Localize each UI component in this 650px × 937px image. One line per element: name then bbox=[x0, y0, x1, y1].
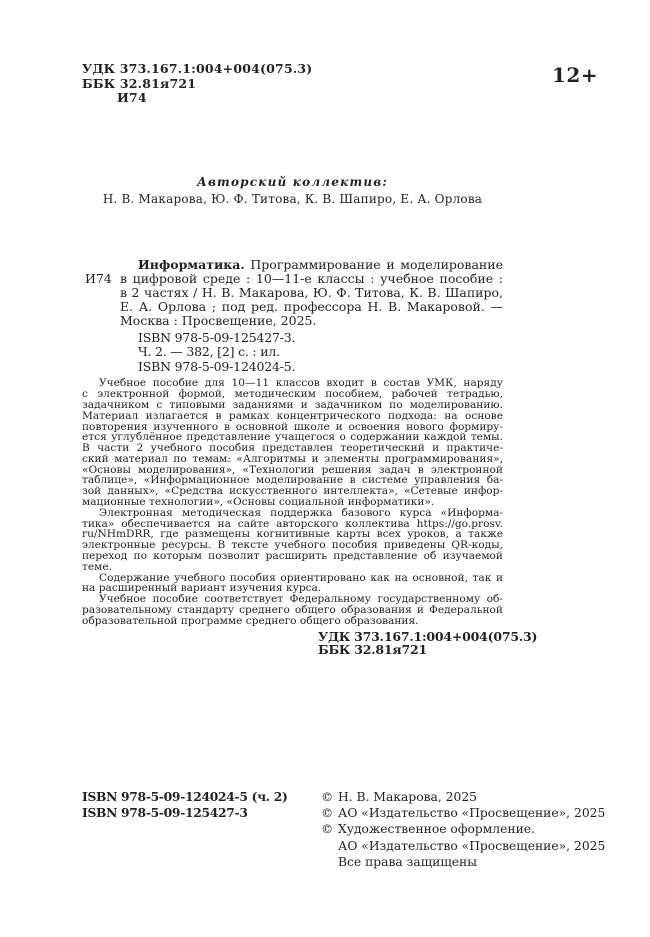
copyright-line bbox=[321, 805, 605, 821]
biblio-lines bbox=[120, 272, 503, 328]
annotation-paragraph-4 bbox=[82, 594, 503, 626]
main-text-column bbox=[82, 257, 538, 658]
text-line: ISBN 978-5-09-125427-3. bbox=[138, 329, 296, 345]
text-line: Учебное пособие соответствует Федеральному государственному об- bbox=[99, 593, 503, 606]
copyright-indent bbox=[321, 854, 338, 870]
copyright-line bbox=[321, 838, 605, 854]
text-line: Москва : Просвещение, 2025. bbox=[120, 312, 317, 328]
copyright-icon: © bbox=[321, 822, 334, 837]
copyright-text: Художественное оформление. bbox=[338, 822, 535, 837]
text-line: И74 bbox=[117, 90, 147, 106]
authors-names: Н. В. Макарова, Ю. Ф. Титова, К. В. Шапиро, Е. А. Орлова bbox=[102, 192, 483, 206]
annotation-paragraph-1 bbox=[82, 378, 503, 508]
copyright-icon: © bbox=[321, 790, 334, 804]
text-line: с электронной формой, методическим пособием, рабочей тетрадью, bbox=[82, 388, 503, 401]
text-line: повторения изученного в основной школе и освоения нового формиру- bbox=[82, 420, 503, 433]
text-line: разовательному стандарту среднего общего образования и Федеральной bbox=[82, 604, 503, 617]
copyright-text: АО «Издательство «Просвещение», 2025 bbox=[338, 838, 606, 853]
text-line: В части 2 учебного пособия представлен теоретический и практиче- bbox=[82, 442, 503, 455]
biblio-subtitle: Программирование и моделирование bbox=[250, 257, 503, 272]
bbk-classification: ББК 32.81я721 bbox=[318, 642, 427, 658]
text-line: Учебное пособие для 10—11 классов входит в состав УМК, наряду bbox=[99, 377, 503, 390]
copyright-text: Н. В. Макарова, 2025 bbox=[338, 790, 477, 804]
copyright-block bbox=[321, 789, 605, 870]
age-rating-badge: 12+ bbox=[552, 63, 599, 87]
copyright-icon: © bbox=[321, 806, 334, 821]
footer-isbn-block bbox=[82, 789, 288, 821]
text-line: ISBN 978-5-09-124024-5 (ч. 2) bbox=[82, 789, 288, 804]
text-line: Ч. 2. — 382, [2] с. : ил. bbox=[138, 344, 280, 360]
text-line: зой данных», «Средства искусственного интеллекта», «Сетевые инфор- bbox=[82, 485, 503, 498]
text-line: образовательной программе среднего общего образования. bbox=[82, 614, 419, 627]
text-line: тика» обеспечивается на сайте авторского коллектива https://go.prosv. bbox=[82, 517, 503, 530]
text-line: в цифровой среде : 10—11-е классы : учебное пособие : bbox=[120, 270, 503, 286]
classification-block bbox=[318, 628, 538, 658]
copyright-line bbox=[321, 789, 605, 805]
text-line: переход по которым позволит расширить представление об изучаемой bbox=[82, 550, 503, 563]
authors-heading: Авторский коллектив: bbox=[197, 175, 388, 189]
text-line: таблице», «Информационное моделирование в системе управления ба- bbox=[82, 474, 503, 487]
text-line: ru/NHmDRR, где размещены когнитивные карты всех уроков, а также bbox=[82, 528, 503, 541]
annotation-paragraph-3 bbox=[82, 573, 503, 595]
text-line: электронные ресурсы. В тексте учебного пособия приведены QR-коды, bbox=[82, 539, 503, 552]
copyright-indent bbox=[321, 838, 338, 854]
text-line: УДК 373.167.1:004+004(075.3) bbox=[82, 61, 313, 76]
biblio-first-line bbox=[120, 258, 503, 272]
text-line: Е. А. Орлова ; под ред. профессора Н. В. Макаровой. — bbox=[120, 298, 503, 314]
text-line: ется углублённое представление учащегося о содержании каждой темы. bbox=[82, 431, 503, 444]
catalog-index: И74 bbox=[85, 270, 112, 286]
text-line: в 2 частях / Н. В. Макарова, Ю. Ф. Титова, К. В. Шапиро, bbox=[120, 284, 503, 300]
text-line: теме. bbox=[82, 560, 113, 573]
text-line: мационные технологии», «Основы социальной информатики». bbox=[82, 496, 435, 509]
copyright-line bbox=[321, 854, 605, 870]
text-line: Электронная методическая поддержка базового курса «Информа- bbox=[99, 506, 503, 519]
text-line: «Основы моделирования», «Технологии решения задач в электронной bbox=[82, 463, 503, 476]
text-line: ский материал по темам: «Алгоритмы и элементы программирования», bbox=[82, 452, 503, 465]
bibliographic-entry bbox=[85, 257, 503, 328]
authors-block bbox=[82, 174, 503, 208]
annotation-paragraph-2 bbox=[82, 508, 503, 573]
copyright-text: Все права защищены bbox=[338, 854, 478, 869]
book-title: Информатика. bbox=[138, 257, 245, 272]
text-line: ISBN 978-5-09-125427-3 bbox=[82, 805, 248, 821]
text-line: Материал излагается в рамках концентрического подхода: на основе bbox=[82, 409, 503, 422]
udk-bbk-catalog-block bbox=[82, 62, 312, 106]
udk-classification: УДК 373.167.1:004+004(075.3) bbox=[318, 628, 538, 644]
text-line: на расширенный вариант изучения курса. bbox=[82, 582, 322, 595]
copyright-text: АО «Издательство «Просвещение», 2025 bbox=[338, 806, 606, 821]
text-line: ISBN 978-5-09-124024-5. bbox=[138, 358, 296, 374]
text-line: Содержание учебного пособия ориентировано как на основной, так и bbox=[99, 571, 503, 584]
annotation bbox=[82, 378, 503, 626]
isbn-block bbox=[138, 331, 503, 375]
copyright-line bbox=[321, 821, 605, 837]
text-line: ББК 32.81я721 bbox=[82, 75, 197, 91]
text-line: задачником с типовыми заданиями и задачником по моделированию. bbox=[82, 398, 503, 411]
